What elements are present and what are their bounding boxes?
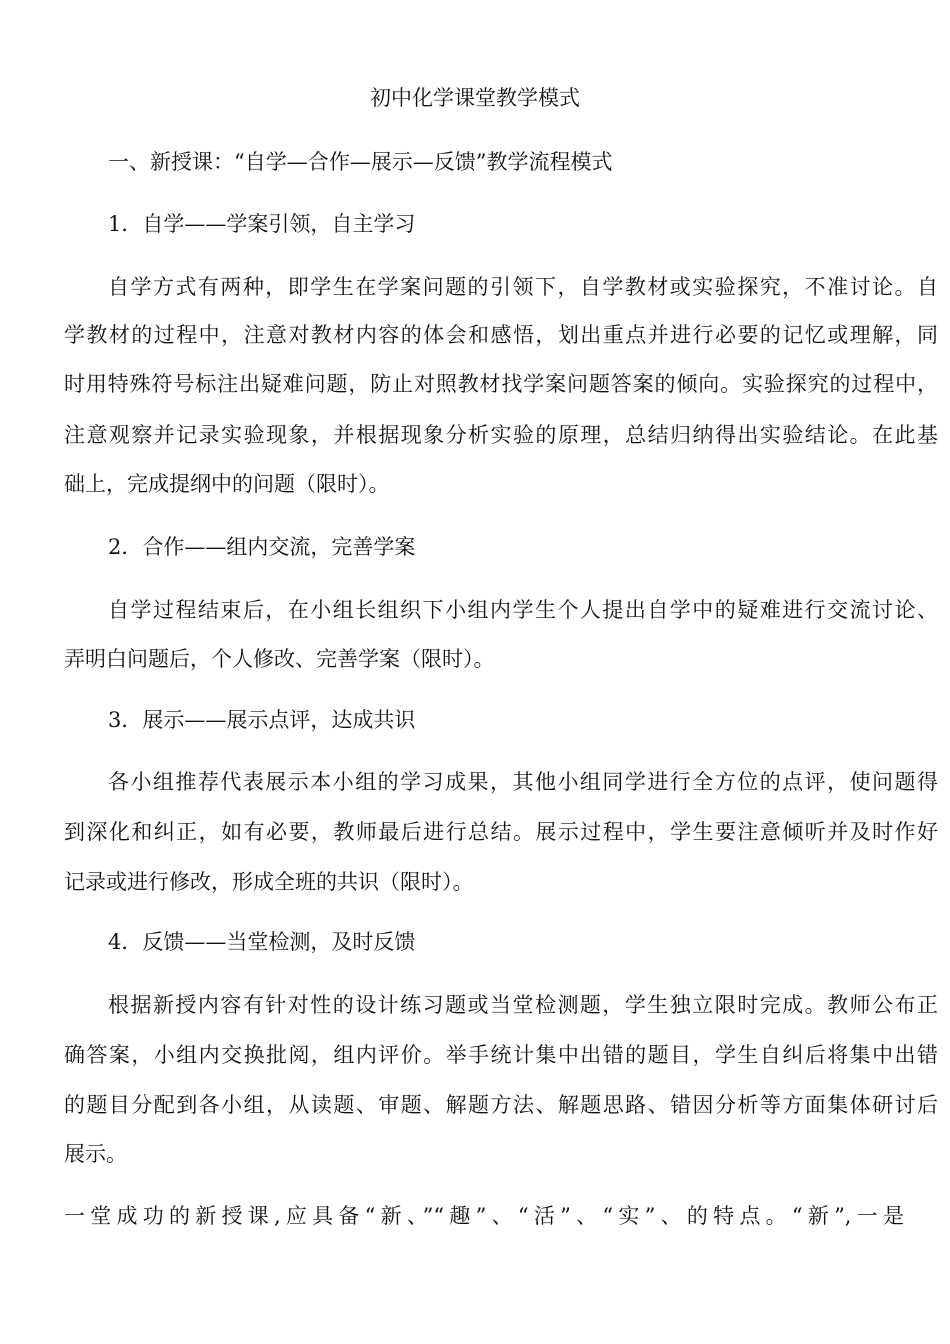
step1-line-2: 学教材的过程中，注意对教材内容的体会和感悟，划出重点并进行必要的记忆或理解，同 [64, 323, 938, 347]
step1-line-5: 础上，完成提纲中的问题（限时）。 [64, 472, 390, 496]
step4-line-3: 的题目分配到各小组，从读题、审题、解题方法、解题思路、错因分析等方面集体研讨后 [64, 1093, 938, 1117]
step2-heading: 2．合作——组内交流，完善学案 [108, 535, 416, 559]
step3-line-1: 各小组推荐代表展示本小组的学习成果，其他小组同学进行全方位的点评，使问题得 [108, 770, 938, 794]
step1-heading: 1．自学——学案引领，自主学习 [108, 212, 416, 236]
section-heading: 一、新授课：“自学—合作—展示—反馈”教学流程模式 [108, 150, 613, 174]
step4-line-2: 确答案，小组内交换批阅，组内评价。举手统计集中出错的题目，学生自纠后将集中出错 [64, 1043, 938, 1067]
step4-line-1: 根据新授内容有针对性的设计练习题或当堂检测题，学生独立限时完成。教师公布正 [108, 993, 938, 1017]
step4-line-4: 展示。 [64, 1142, 127, 1166]
step3-heading: 3．展示——展示点评，达成共识 [108, 708, 416, 732]
step1-line-4: 注意观察并记录实验现象，并根据现象分析实验的原理，总结归纳得出实验结论。在此基 [64, 423, 938, 447]
step2-line-2: 弄明白问题后，个人修改、完善学案（限时）。 [64, 647, 495, 671]
document-title: 初中化学课堂教学模式 [370, 86, 580, 110]
step3-line-2: 到深化和纠正，如有必要，教师最后进行总结。展示过程中，学生要注意倾听并及时作好 [64, 820, 938, 844]
step1-line-3: 时用特殊符号标注出疑难问题，防止对照教材找学案问题答案的倾向。实验探究的过程中， [64, 372, 938, 396]
step2-line-1: 自学过程结束后，在小组长组织下小组内学生个人提出自学中的疑难进行交流讨论、 [108, 598, 938, 622]
step4-heading: 4．反馈——当堂检测，及时反馈 [108, 930, 416, 954]
closing-line: 一堂成功的新授课,应具备“新、”“趣”、“活”、“实”、的特点。“新”,一是 [64, 1204, 904, 1228]
step3-line-3: 记录或进行修改，形成全班的共识（限时）。 [64, 870, 474, 894]
step1-line-1: 自学方式有两种，即学生在学案问题的引领下，自学教材或实验探究，不准讨论。自 [108, 275, 938, 299]
